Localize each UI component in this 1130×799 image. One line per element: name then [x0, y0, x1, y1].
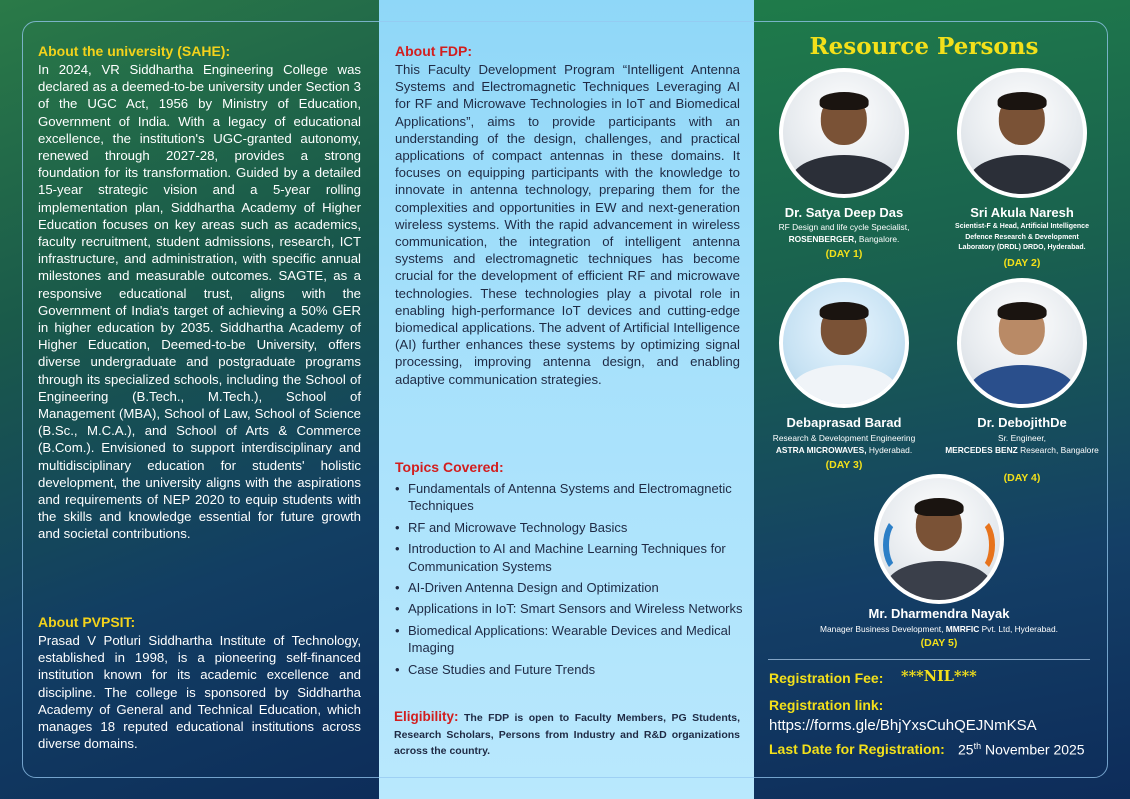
person-day: (DAY 3)	[825, 459, 863, 471]
topic-item: • Applications in IoT: Smart Sensors and Wireless Networks	[395, 600, 745, 617]
about-university-heading: About the university (SAHE):	[38, 43, 231, 59]
registration-fee-value: ***NIL***	[901, 668, 977, 685]
person-name: Mr. Dharmendra Nayak	[868, 606, 1010, 621]
about-pvpsit-text: Prasad V Potluri Siddhartha Institute of Technology, established in 1998, is a pioneering self-financed institution known for its academic excellence and discipline. The college is sponsored by Siddhartha Academy of General and Technical Education, which manages 18 reputed educational institutions across diverse domains.	[38, 633, 361, 752]
person-day: (DAY 4)	[1003, 472, 1041, 484]
about-pvpsit-heading: About PVPSIT:	[38, 614, 136, 630]
eligibility	[394, 709, 740, 760]
topic-item: • Biomedical Applications: Wearable Devices and Medical Imaging	[395, 622, 745, 657]
about-fdp-heading: About FDP:	[395, 43, 472, 59]
topics-list	[395, 480, 745, 682]
person-desc: Manager Business Development, MMRFIC Pvt. Ltd, Hyderabad.	[820, 624, 1058, 634]
last-date-value: 25th November 2025	[958, 741, 1085, 758]
registration-fee-label: Registration Fee:	[769, 670, 884, 686]
person-desc: Sr. Engineer, MERCEDES BENZ Research, Bangalore	[945, 433, 1099, 455]
person-name: Dr. DebojithDe	[977, 415, 1067, 430]
resource-persons-title: Resource Persons	[809, 33, 1039, 60]
person-photo-dharmendra	[874, 474, 1004, 604]
topic-item: • RF and Microwave Technology Basics	[395, 519, 745, 536]
person-name: Debaprasad Barad	[786, 415, 902, 430]
topic-item: • Fundamentals of Antenna Systems and Electromagnetic Techniques	[395, 480, 745, 515]
person-photo-akula	[957, 68, 1087, 198]
person-desc: Research & Development Engineering ASTRA MICROWAVES, Hyderabad.	[772, 433, 916, 455]
about-fdp-text: This Faculty Development Program “Intelligent Antenna Systems and Electromagnetic Techniques Leveraging AI for RF and Microwave Technologies in IoT and Biomedical Applications”, aims to provide participants with an understanding of the design, challenges, and practical applications of compact antennas in these domains. It focuses on equipping participants with the knowledge to innovate in antenna technology, preparing them for the complexities and opportunities in EW and next-generation wireless systems. With the rapid advancement in wireless communication, the integration of intelligent antenna systems and electromagnetic techniques has become crucial for the development of efficient RF and microwave technologies. These technologies play a pivotal role in enabling high-performance IoT devices and cutting-edge biomedical applications. The advent of Artificial Intelligence (AI) further enhances these systems by optimizing signal processing, improving antenna design, and enabling adaptive communication strategies.	[395, 62, 740, 387]
registration-link[interactable]: https://forms.gle/BhjYxsCuhQEJNmKSA	[769, 717, 1037, 734]
person-name: Dr. Satya Deep Das	[784, 205, 904, 220]
last-date-label: Last Date for Registration:	[769, 741, 945, 757]
topics-heading: Topics Covered:	[395, 459, 504, 475]
eligibility-label: Eligibility:	[394, 709, 459, 724]
person-photo-satya	[779, 68, 909, 198]
person-photo-debojith	[957, 278, 1087, 408]
person-desc: Scientist-F & Head, Artificial Intelligence Defence Research & Development Laboratory (DRDL) DRDO, Hyderabad.	[955, 223, 1089, 251]
topic-item: • Case Studies and Future Trends	[395, 661, 745, 678]
person-desc: RF Design and life cycle Specialist, ROSENBERGER, Bangalore.	[778, 222, 910, 244]
registration-link-label: Registration link:	[769, 697, 884, 713]
person-day: (DAY 5)	[920, 637, 958, 649]
person-name: Sri Akula Naresh	[970, 205, 1074, 220]
topic-item: • Introduction to AI and Machine Learning Techniques for Communication Systems	[395, 540, 745, 575]
person-photo-debaprasad	[779, 278, 909, 408]
person-day: (DAY 2)	[1003, 257, 1041, 269]
divider	[768, 659, 1090, 660]
topic-item: • AI-Driven Antenna Design and Optimization	[395, 579, 745, 596]
person-day: (DAY 1)	[825, 248, 863, 260]
about-university-text: In 2024, VR Siddhartha Engineering College was declared as a deemed-to-be university under Section 3 of the UGC Act, 1956 by Ministry of Education, Government of India. With a legacy of educational excellence, the institution's UGC-granted autonomy, renewed through 2027-28, provides a strong foundation for its transformation. Guided by a detailed 15-year strategic vision and a 5-year rolling implementation plan, Siddhartha Academy of Higher Education focuses on key areas such as academics, faculty recruitment, student admissions, research, ICT infrastructure, and administration, with specific annual milestones and measurable outcomes. SAGTE, as a responsive educational trust, aligns with the Government of India's target of achieving a 50% GER in higher education by 2035. Siddhartha Academy of Higher Education, Deemed-to-be University, offers diverse undergraduate and postgraduate programs through its specialized schools, including the School of Engineering (B.Tech., M.Tech.), School of Management (MBA), School of Law, School of Science (B.Sc., M.C.A.), and School of Arts & Commerce (B.Com.). Envisioned to support interdisciplinary and multidisciplinary education for students' holistic development, the university aligns with the aspirations and requirements of NEP 2020 to equip students with the skills and knowledge essential for future growth and societal contributions.	[38, 62, 361, 542]
eligibility-text: The FDP is open to Faculty Members, PG Students, Research Scholars, Persons from Industry and R&D organizations across the country.	[394, 712, 740, 757]
